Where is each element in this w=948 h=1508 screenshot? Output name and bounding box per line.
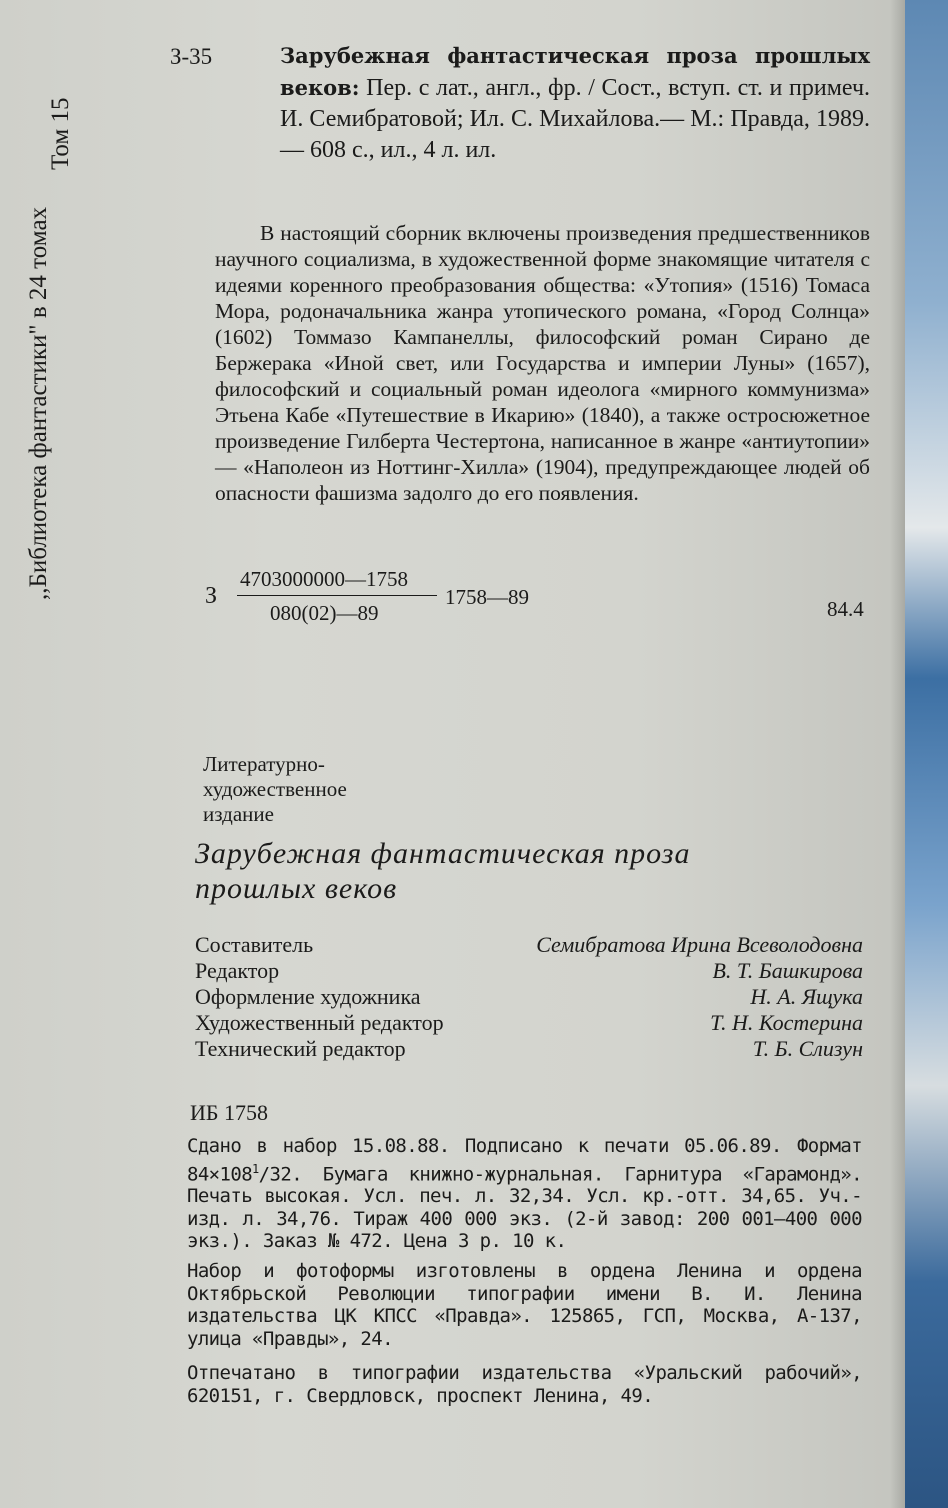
printing-house-info: Отпечатано в типографии издательства «Уральский рабочий», 620151, г. Свердловск, проспект Ленина, 49. [187,1362,862,1407]
format-superscript: 1 [252,1161,259,1176]
credit-row [195,958,863,984]
italic-book-title [195,836,690,906]
credit-name: В. Т. Башкирова [712,958,863,983]
print-details-text-cont: /32. Бумага книжно-журнальная. Гарнитура «Гарамонд». Печать высокая. Усл. печ. л. 32,34. Усл. кр.-отт. 34,65. Уч.-изд. л. 34,76. Тираж 400 000 экз. (2-й завод: 200 001—400 000 экз.). Заказ № 472. Цена 3 р. 10 к. [187,1162,862,1253]
credit-row [195,1036,863,1062]
italic-title-line: прошлых веков [195,872,398,905]
credit-row [195,932,863,958]
bbk-code: 84.4 [827,597,864,621]
annotation-paragraph: В настоящий сборник включены произведения предшественников научного социализма, в художественной форме знакомящие читателя с идеями коренного преобразования общества: «Утопия» (1516) Томаса Мора, родоначальника жанра утопического романа, «Город Солнца» (1602) Томмазо Кампанеллы, философский роман Сирано де Бержерака «Иной свет, или Государства и империи Луны» (1657), философский и социальный роман идеолога «мирного коммунизма» Этьена Кабе «Путешествие в Икарию» (1840), а также остросюжетное произведение Гилберта Честертона, написанное в жанре «антиутопии» — «Наполеон из Ноттинг-Хилла» (1904), предупреждающее людей об опасности фашизма задолго до его появления. [215,221,870,505]
typesetting-info: Набор и фотоформы изготовлены в ордена Ленина и ордена Октябрьской Революции типографии имени В. И. Ленина издательства ЦК КПСС «Правда». 125865, ГСП, Москва, А-137, улица «Правды», 24. [187,1260,862,1350]
cover-edge [905,0,948,1508]
credit-row [195,984,863,1010]
edition-type [203,752,347,827]
edition-type-line: издание [203,802,274,826]
credit-role: Художественный редактор [195,1010,444,1035]
volume-number: Том 15 [47,97,74,170]
fraction-line [237,595,437,596]
edition-type-line: художественное [203,777,347,801]
bibliographic-record [280,40,870,166]
credit-role: Редактор [195,958,280,983]
credit-name: Т. Б. Слизун [752,1036,863,1061]
formula-denominator: 080(02)—89 [270,601,379,625]
classification-code: З-35 [170,44,213,69]
series-spine-text [25,20,74,600]
book-title-bold: Зарубежная фантастическая проза прошлых веков: [280,43,870,100]
ib-number: ИБ 1758 [190,1100,269,1125]
credit-name: Семибратова Ирина Всеволодовна [536,932,863,957]
edition-type-line: Литературно- [203,752,325,776]
formula-middle: 1758—89 [445,585,529,609]
credit-name: Н. А. Ящука [750,984,863,1009]
formula-numerator: 4703000000—1758 [240,567,408,591]
series-name: ,,Библиотека фантастики" в 24 томах [25,206,52,600]
formula-letter: З [205,583,218,609]
bibliographic-details: Пер. с лат., англ., фр. / Сост., вступ. ст. и примеч. И. Семибратовой; Ил. С. Михайлова.— М.: Правда, 1989.— 608 с., ил., 4 л. ил. [280,75,871,163]
credit-role: Технический редактор [195,1036,406,1061]
italic-title-line: Зарубежная фантастическая проза [195,837,691,870]
credit-name: Т. Н. Костерина [710,1010,863,1035]
credit-row [195,1010,863,1036]
print-details [187,1135,862,1253]
catalog-formula [205,567,875,629]
credit-role: Составитель [195,932,314,957]
credit-role: Оформление художника [195,984,421,1009]
print-details-text: Сдано в набор 15.08.88. Подписано к печати 05.06.89. Формат 84×108 [187,1135,862,1185]
